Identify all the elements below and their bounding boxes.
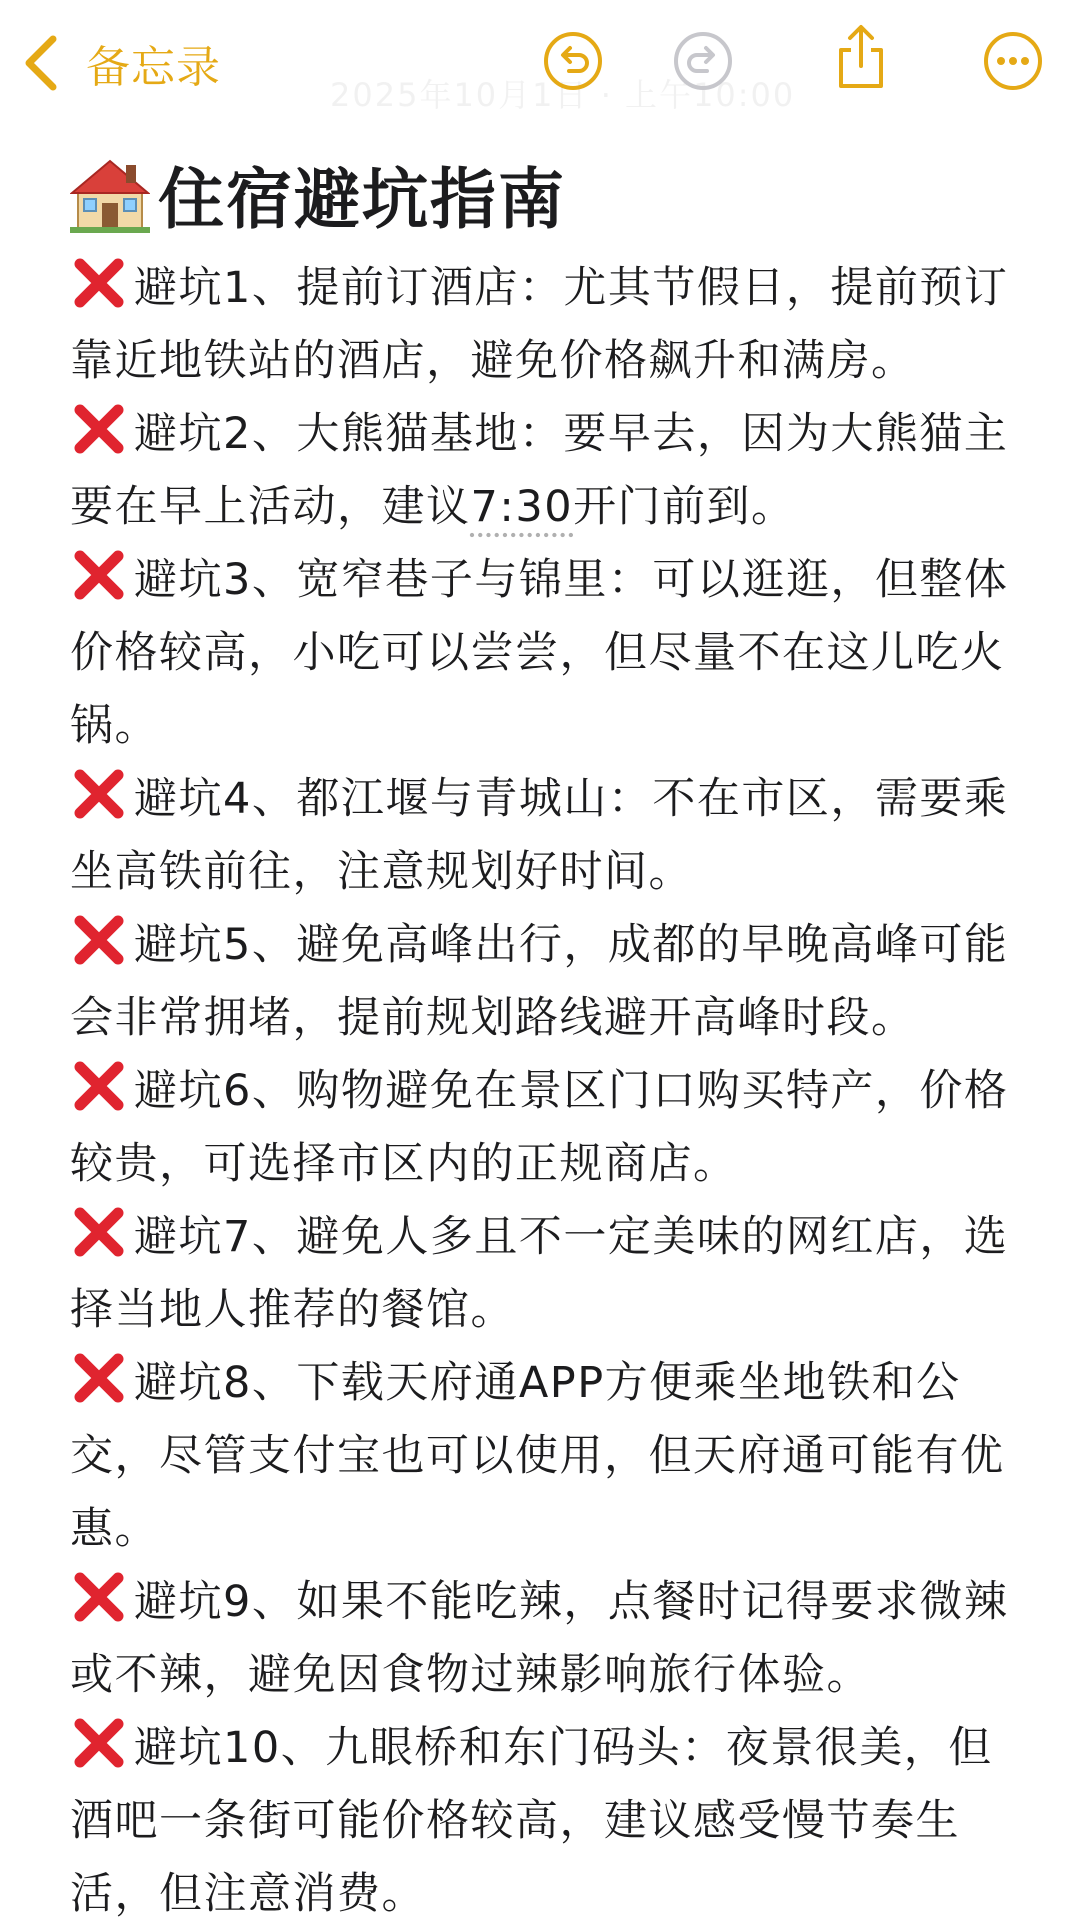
- item-text: 避坑9、如果不能吃辣，点餐时记得要求微辣或不辣，避免因食物过辣影响旅行体验。: [70, 1577, 1009, 1700]
- more-icon: [982, 30, 1044, 92]
- undo-button[interactable]: [540, 28, 606, 94]
- note-title: 住宿避坑指南: [158, 160, 566, 238]
- cross-mark-icon: [70, 911, 128, 969]
- list-item: [70, 544, 1030, 763]
- list-item: [70, 1712, 1030, 1931]
- list-item: [70, 1566, 1030, 1712]
- cross-mark-icon: [70, 765, 128, 823]
- item-text: 开门前到。: [573, 482, 796, 532]
- cross-mark-icon: [70, 1349, 128, 1407]
- item-text: 避坑5、避免高峰出行，成都的早晚高峰可能会非常拥堵，提前规划路线避开高峰时段。: [70, 920, 1009, 1043]
- redo-button[interactable]: [670, 28, 736, 94]
- item-text: 避坑6、购物避免在景区门口购买特产，价格较贵，可选择市区内的正规商店。: [70, 1066, 1009, 1189]
- back-label: 备忘录: [86, 42, 221, 93]
- item-text: 避坑3、宽窄巷子与锦里：可以逛逛，但整体价格较高，小吃可以尝尝，但尽量不在这儿吃火锅。: [70, 555, 1009, 751]
- item-text: 避坑7、避免人多且不一定美味的网红店，选择当地人推荐的餐馆。: [70, 1212, 1009, 1335]
- item-text: 避坑10、九眼桥和东门码头：夜景很美，但酒吧一条街可能价格较高，建议感受慢节奏生活，但注意消费。: [70, 1723, 993, 1919]
- tips-list: [70, 252, 1030, 1931]
- list-item: [70, 1347, 1030, 1566]
- redo-icon: [672, 30, 734, 92]
- list-item: [70, 398, 1030, 544]
- house-icon: [70, 153, 150, 233]
- time-detected-link[interactable]: 7:30: [470, 482, 574, 532]
- cross-mark-icon: [70, 1568, 128, 1626]
- note-body[interactable]: [70, 148, 1030, 1931]
- cross-mark-icon: [70, 1714, 128, 1772]
- item-text: 避坑2、大熊猫基地：要早去，因为大熊猫主要在早上活动，建议: [70, 409, 1009, 532]
- item-text: 避坑1、提前订酒店：尤其节假日，提前预订靠近地铁站的酒店，避免价格飙升和满房。: [70, 263, 1009, 386]
- undo-icon: [542, 30, 604, 92]
- list-item: [70, 1201, 1030, 1347]
- cross-mark-icon: [70, 400, 128, 458]
- chevron-left-icon: [18, 33, 64, 93]
- item-text: 避坑4、都江堰与青城山：不在市区，需要乘坐高铁前往，注意规划好时间。: [70, 774, 1009, 897]
- cross-mark-icon: [70, 1057, 128, 1115]
- share-icon: [831, 22, 891, 92]
- cross-mark-icon: [70, 1203, 128, 1261]
- note-date-faded: 2025年10月1日 · 上午10:00: [330, 76, 796, 114]
- cross-mark-icon: [70, 546, 128, 604]
- item-text: 避坑8、下载天府通APP方便乘坐地铁和公交，尽管支付宝也可以使用，但天府通可能有优惠。: [70, 1358, 1005, 1554]
- note-title-row: [70, 148, 1030, 238]
- back-button[interactable]: [18, 28, 221, 98]
- navigation-bar: [0, 0, 1080, 125]
- list-item: [70, 1055, 1030, 1201]
- more-button[interactable]: [980, 28, 1046, 94]
- list-item: [70, 909, 1030, 1055]
- list-item: [70, 763, 1030, 909]
- share-button[interactable]: [828, 24, 894, 90]
- cross-mark-icon: [70, 254, 128, 312]
- list-item: [70, 252, 1030, 398]
